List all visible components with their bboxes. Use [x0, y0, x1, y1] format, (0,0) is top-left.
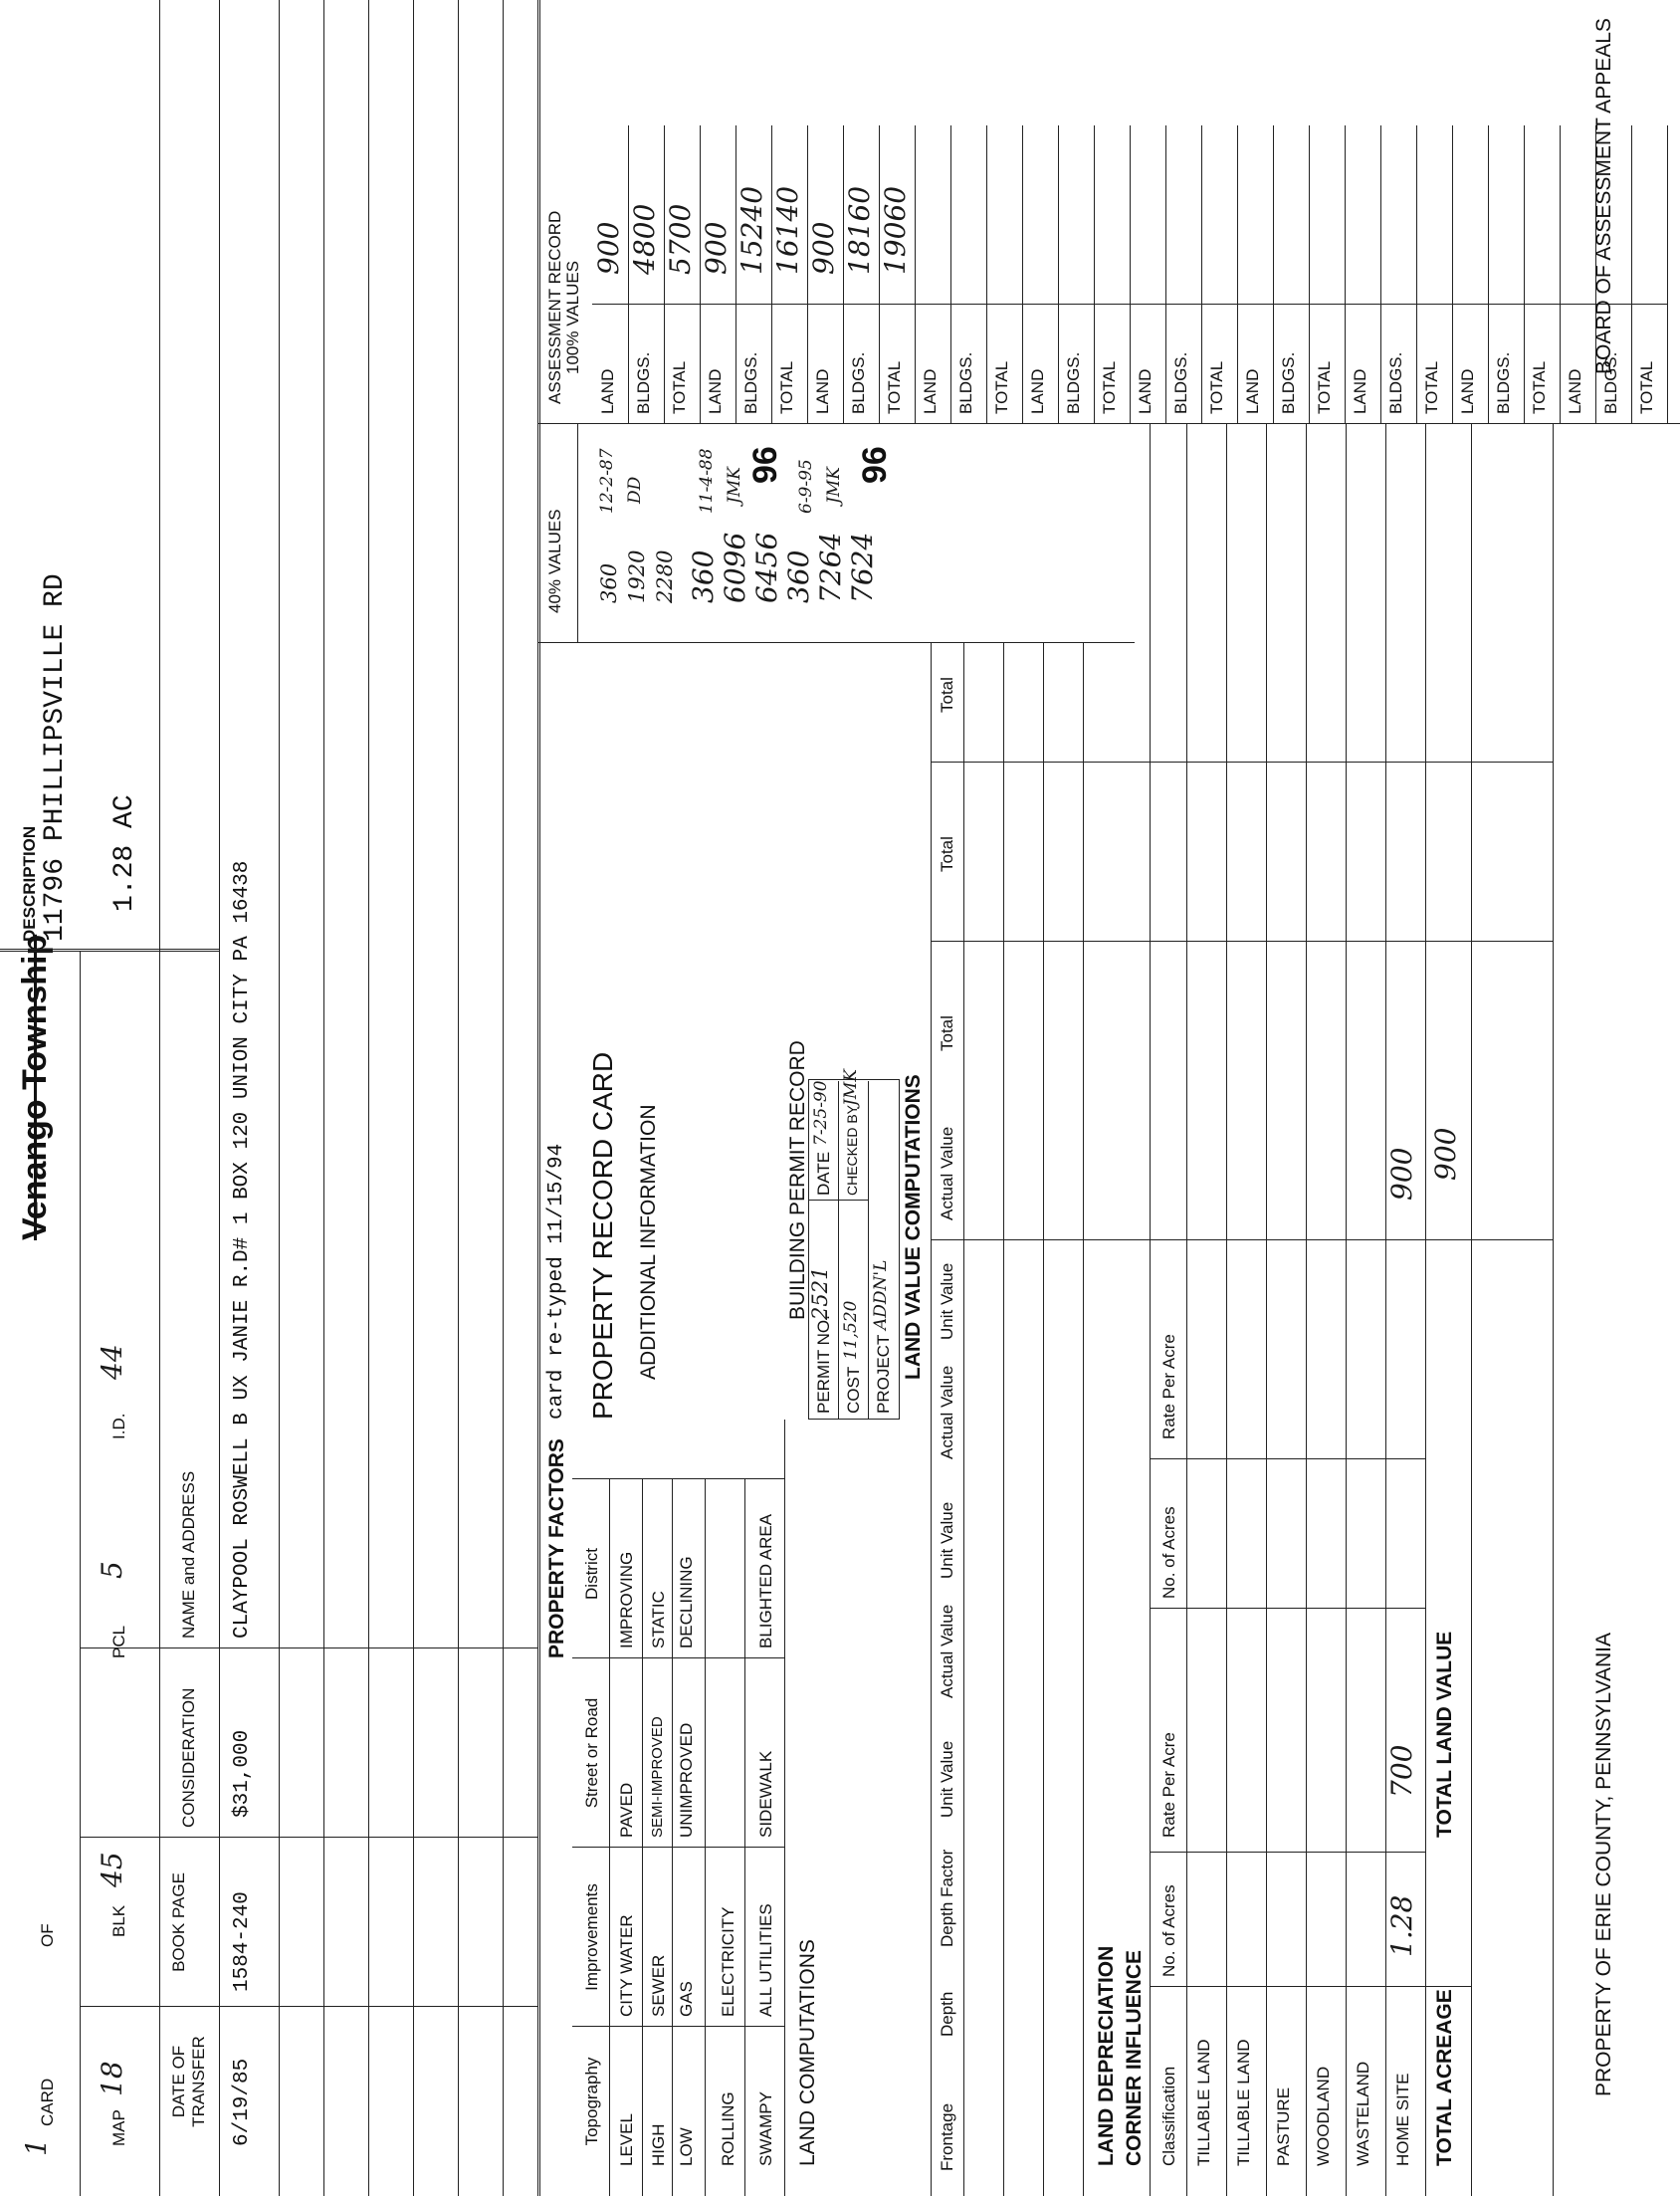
assessment-label: TOTAL	[885, 360, 904, 414]
district-static: STATIC	[649, 1591, 668, 1648]
stamp-2: DD	[625, 476, 645, 504]
assessment-label: TOTAL	[1315, 360, 1334, 414]
transfer-name: CLAYPOOL ROSWELL B UX JANIE R.D# 1 BOX 120 UNION CITY PA 16438	[231, 860, 254, 1639]
assessment-label: BLDGS.	[1494, 351, 1513, 414]
col-improvements: Improvements	[582, 1883, 601, 1991]
id-value: 44	[96, 1344, 128, 1380]
district-improving: IMPROVING	[617, 1551, 636, 1648]
col-actual-value-2: Actual Value	[938, 1365, 956, 1459]
assessment-label: LAND	[813, 368, 832, 414]
assessment-value: 900	[592, 221, 625, 275]
footer-erie-county: PROPERTY OF ERIE COUNTY, PENNSYLVANIA	[1592, 1632, 1615, 2096]
values40-title: 40% VALUES	[545, 509, 564, 613]
permit-date: 7-25-90	[811, 1080, 831, 1146]
permit-no: 2521	[808, 1266, 832, 1320]
v40-3: 2280	[653, 549, 677, 603]
assessment-value: 18160	[843, 185, 876, 275]
street-sidewalk: SIDEWALK	[756, 1750, 775, 1838]
col-depth-factor: Depth Factor	[938, 1849, 956, 1947]
assessment-value: 900	[807, 221, 840, 275]
col-acres-2: No. of Acres	[1159, 1506, 1178, 1599]
assessment-label: TOTAL	[1530, 360, 1549, 414]
assessment-label: BLDGS.	[956, 351, 975, 414]
col-rate-2: Rate Per Acre	[1159, 1334, 1178, 1439]
v40-6: 6456	[750, 532, 783, 603]
v40-1: 360	[597, 562, 621, 603]
assessment-value: 19060	[879, 185, 912, 275]
stamp-96-b: 96	[856, 446, 894, 484]
checked-by-label: CHECKED BY	[844, 1104, 860, 1196]
total-land-value-label: TOTAL LAND VALUE	[1433, 1631, 1456, 1838]
street-unimproved: UNIMPROVED	[677, 1722, 696, 1838]
col-unit-value-2: Unit Value	[938, 1501, 956, 1579]
col-actual-value-1: Actual Value	[938, 1604, 956, 1698]
stamp-6: JMK	[824, 467, 844, 504]
topo-low: LOW	[677, 2127, 696, 2166]
class-tillable-2: TILLABLE LAND	[1234, 2039, 1253, 2166]
col-name-address: NAME and ADDRESS	[179, 1470, 198, 1639]
home-site-rate: 700	[1385, 1744, 1418, 1798]
col-date-of-transfer: DATE OF TRANSFER	[169, 2036, 208, 2127]
assessment-label: LAND	[598, 368, 617, 414]
assessment-label: BLDGS.	[741, 351, 760, 414]
col-classification: Classification	[1159, 2066, 1178, 2166]
stamp-4: JMK	[725, 467, 744, 504]
assessment-title: ASSESSMENT RECORD	[545, 210, 564, 404]
topo-high: HIGH	[649, 2123, 668, 2166]
footer-board-appeals: BOARD OF ASSESSMENT APPEALS	[1592, 18, 1615, 374]
pcl-value: 5	[96, 1561, 128, 1579]
checked-by: JMK	[841, 1069, 861, 1106]
assessment-label: TOTAL	[1422, 360, 1441, 414]
assessment-label: BLDGS.	[1601, 351, 1620, 414]
col-total-3: Total	[938, 677, 956, 713]
map-value: 18	[96, 2061, 128, 2096]
stamp-3: 11-4-88	[697, 448, 717, 514]
assessment-value: 4800	[628, 203, 661, 275]
description-label: DESCRIPTION	[20, 825, 39, 942]
col-rate-1: Rate Per Acre	[1159, 1732, 1178, 1838]
imp-water: CITY WATER	[617, 1914, 636, 2017]
assessment-label: TOTAL	[1637, 360, 1656, 414]
col-book-page: BOOK PAGE	[169, 1872, 188, 1972]
blk-value: 45	[96, 1852, 128, 1887]
township-name: Venango Township	[16, 934, 54, 1240]
assessment-label: TOTAL	[670, 360, 689, 414]
assessment-label: BLDGS.	[1064, 351, 1083, 414]
transfer-book-page: 1584-240	[231, 1891, 254, 1992]
land-value-title: LAND VALUE COMPUTATIONS	[902, 1074, 925, 1380]
class-wasteland: WASTELAND	[1354, 2061, 1372, 2166]
retyped-note: card re-typed 11/15/94	[545, 1143, 568, 1420]
assessment-value: 5700	[664, 203, 697, 275]
land-depreciation: LAND DEPRECIATION	[1095, 1945, 1118, 2166]
of-label: OF	[38, 1923, 57, 1947]
class-woodland: WOODLAND	[1314, 2066, 1333, 2166]
cost-value: 11,520	[841, 1300, 861, 1360]
land-computations-label: LAND COMPUTATIONS	[796, 1939, 819, 2166]
col-topography: Topography	[582, 2057, 601, 2146]
assessment-label: LAND	[1028, 368, 1047, 414]
transfer-consideration: $31,000	[231, 1729, 254, 1818]
class-pasture: PASTURE	[1274, 2086, 1293, 2166]
total-acreage: TOTAL ACREAGE	[1433, 1989, 1456, 2166]
cost-label: COST	[844, 1366, 863, 1414]
assessment-label: BLDGS.	[634, 351, 653, 414]
v40-4: 360	[687, 549, 720, 603]
assessment-label: BLDGS.	[1279, 351, 1298, 414]
col-total-2: Total	[938, 836, 956, 872]
project-label: PROJECT	[874, 1334, 893, 1414]
street-semi: SEMI-IMPROVED	[649, 1716, 666, 1838]
corner-influence: CORNER INFLUENCE	[1123, 1949, 1146, 2166]
col-actual-value-3: Actual Value	[938, 1126, 956, 1220]
assessment-label: BLDGS.	[1171, 351, 1190, 414]
assessment-value: 15240	[735, 185, 768, 275]
permit-no-label: PERMIT NO.	[814, 1315, 833, 1414]
total-land-value: 900	[1429, 1127, 1462, 1181]
assessment-label: TOTAL	[1207, 360, 1226, 414]
v40-2: 1920	[625, 549, 649, 603]
assessment-label: LAND	[1136, 368, 1155, 414]
col-unit-value-1: Unit Value	[938, 1740, 956, 1818]
district-declining: DECLINING	[677, 1556, 696, 1648]
v40-5: 6096	[719, 532, 751, 603]
permit-date-label: DATE	[814, 1151, 833, 1196]
assessment-label: TOTAL	[1100, 360, 1119, 414]
street-paved: PAVED	[617, 1782, 636, 1838]
description-value: 11796 PHILLIPSVILLE RD	[40, 573, 71, 942]
record-card-title: PROPERTY RECORD CARD	[587, 1051, 618, 1420]
v40-8: 7264	[814, 532, 847, 603]
assessment-label: LAND	[1566, 368, 1584, 414]
col-consideration: CONSIDERATION	[179, 1687, 198, 1828]
additional-info: ADDITIONAL INFORMATION	[637, 1104, 660, 1380]
col-total-1: Total	[938, 1015, 956, 1051]
col-depth: Depth	[938, 1991, 956, 2037]
assessment-label: TOTAL	[777, 360, 796, 414]
stamp-1: 12-2-87	[597, 448, 617, 514]
property-factors-title: PROPERTY FACTORS	[545, 1438, 568, 1658]
blk-label: BLK	[109, 1904, 128, 1937]
stamp-96-a: 96	[746, 446, 784, 484]
assessment-label: TOTAL	[992, 360, 1011, 414]
assessment-label: LAND	[1458, 368, 1477, 414]
imp-utilities: ALL UTILITIES	[756, 1903, 775, 2017]
v40-9: 7624	[846, 532, 879, 603]
v40-7: 360	[782, 549, 815, 603]
assessment-value: 900	[700, 221, 733, 275]
imp-gas: GAS	[677, 1981, 696, 2017]
col-street: Street or Road	[582, 1697, 601, 1809]
card-label: CARD	[38, 2078, 57, 2126]
class-tillable-1: TILLABLE LAND	[1194, 2039, 1213, 2166]
home-site-acres: 1.28	[1385, 1894, 1418, 1957]
project-value: ADDN'L	[871, 1259, 891, 1330]
map-label: MAP	[109, 2109, 128, 2146]
assessment-label: LAND	[1243, 368, 1262, 414]
assessment-value: 16140	[771, 185, 804, 275]
home-site-total: 900	[1385, 1147, 1418, 1201]
topo-rolling: ROLLING	[719, 2091, 737, 2166]
imp-electricity: ELECTRICITY	[719, 1906, 737, 2017]
col-district: District	[582, 1548, 601, 1600]
assessment-label: BLDGS.	[849, 351, 868, 414]
acreage-value: 1.28 AC	[109, 794, 140, 912]
transfer-date: 6/19/85	[231, 2058, 254, 2146]
topo-level: LEVEL	[617, 2113, 636, 2166]
assessment-label: LAND	[921, 368, 940, 414]
col-frontage: Frontage	[938, 2102, 956, 2171]
stamp-5: 6-9-95	[796, 459, 816, 514]
col-unit-value-3: Unit Value	[938, 1262, 956, 1340]
id-label: I.D.	[109, 1413, 128, 1439]
district-blighted: BLIGHTED AREA	[756, 1513, 775, 1648]
imp-sewer: SEWER	[649, 1954, 668, 2017]
assessment-subtitle: 100% VALUES	[563, 260, 582, 374]
pcl-label: PCL	[109, 1625, 128, 1658]
class-home-site: HOME SITE	[1393, 2073, 1412, 2166]
assessment-label: LAND	[706, 368, 725, 414]
col-acres-1: No. of Acres	[1159, 1884, 1178, 1977]
assessment-label: BLDGS.	[1386, 351, 1405, 414]
topo-swampy: SWAMPY	[756, 2091, 775, 2166]
assessment-label: LAND	[1351, 368, 1369, 414]
permit-title: BUILDING PERMIT RECORD	[786, 1040, 809, 1320]
card-number: 1	[20, 2138, 53, 2156]
